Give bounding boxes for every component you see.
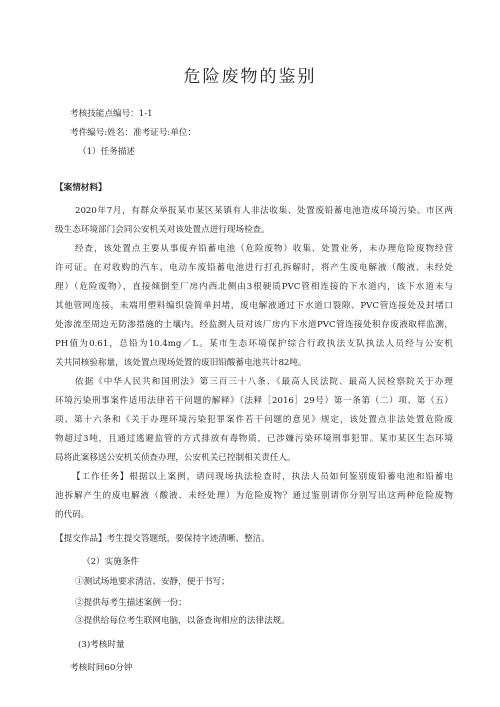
submit-line: 【提交作品】考生提交答题纸，要保持字迹清晰、整洁。 xyxy=(55,534,270,544)
task-line: 的代码。 xyxy=(55,510,90,520)
case-paragraph-line: 级生态环境部门会同公安机关对该处置点进行现场检查。 xyxy=(55,225,270,235)
task-line: 【工作任务】根据以上案例，请问现场执法检查时，执法人员如何鉴别废铅蓄电池和铅蓄电 xyxy=(72,472,453,482)
case-paragraph-line: 环境污染刑事案件适用法律若干问题的解释》（法释［2016］29号）第一条第（二）项、第（五） xyxy=(55,396,453,406)
section-task-description: （1）任务描述 xyxy=(78,147,136,157)
case-paragraph-line: 依据《中华人民共和国刑法》第三百三十八条、《最高人民法院、最高人民检察院关于办理 xyxy=(75,377,453,387)
case-heading: 【案情材料】 xyxy=(55,183,107,193)
case-paragraph-line: 处渗流至周边无防渗措施的土壤内。经监测人员对该厂房内下水道PVC管连接处积存废液取样监测， xyxy=(55,320,453,330)
time-heading: (3)考核时量 xyxy=(78,640,125,650)
exam-info-line: 考件编号:姓名：准考证号:单位： xyxy=(70,128,197,138)
page-title: 危险废物的鉴别 xyxy=(183,67,317,87)
case-paragraph-line: 局将此案移送公安机关侦查办理，公安机关已控制相关责任人。 xyxy=(55,453,296,463)
case-paragraph-line: 项、第十六条和《关于办理环境污染犯罪案件若干问题的意见》规定，该处置点非法处置危险废 xyxy=(55,415,453,425)
case-paragraph-line: 理）（危险废物），直接倾倒至厂房内西北侧由3根硬质PVC管相连接的下水道内，该下水道未与 xyxy=(55,282,453,292)
conditions-heading: （2）实施条件 xyxy=(82,557,140,567)
condition-item: ③提供给每位考生联网电脑，以备查询相应的法律法规。 xyxy=(75,616,290,626)
case-paragraph-line: 物超过3吨，且通过逃避监管的方式排放有毒物质，已涉嫌污染环境刑事犯罪。某市某区生态环境 xyxy=(55,434,453,444)
case-paragraph-line: 关共同核验称量，该处置点现场处置的废旧铅酸蓄电池共计82吨。 xyxy=(55,358,307,368)
time-value: 考核时间60分钟 xyxy=(70,663,133,673)
skill-point-line: 考核技能点编号：1-1 xyxy=(70,109,153,119)
case-paragraph-line: 其他管网连接，未端用塑料编织袋简单封堵，废电解液通过下水道口裂隙、PVC管连接处及封堵口 xyxy=(55,301,453,311)
condition-item: ①测试场地要求清洁、安静，便于书写； xyxy=(75,577,230,587)
task-line: 池拆解产生的废电解液（酸液、未经处理）为危险废物？通过鉴别请你分别写出这两种危险废物 xyxy=(55,491,453,501)
case-paragraph-line: 经查，该处置点主要从事废弃铅蓄电池（危险废物）收集、处置业务，未办理危险废物经营 xyxy=(75,244,453,254)
case-paragraph-line: PH值为0.61，总铅为10.4mg／L。某市生态环境保护综合行政执法支队执法人员经与公安机 xyxy=(55,339,453,349)
case-paragraph-line: 许可证。在对收购的汽车、电动车废铅蓄电池进行打孔拆解时，将产生废电解液（酸液、未经处 xyxy=(55,263,453,273)
condition-item: ②提供每考生描述案例一份； xyxy=(75,598,187,608)
case-paragraph-line: 2020年7月，有群众举报某市某区某镇有人非法收集、处置废铅蓄电池造成环境污染。市区两 xyxy=(75,206,453,216)
